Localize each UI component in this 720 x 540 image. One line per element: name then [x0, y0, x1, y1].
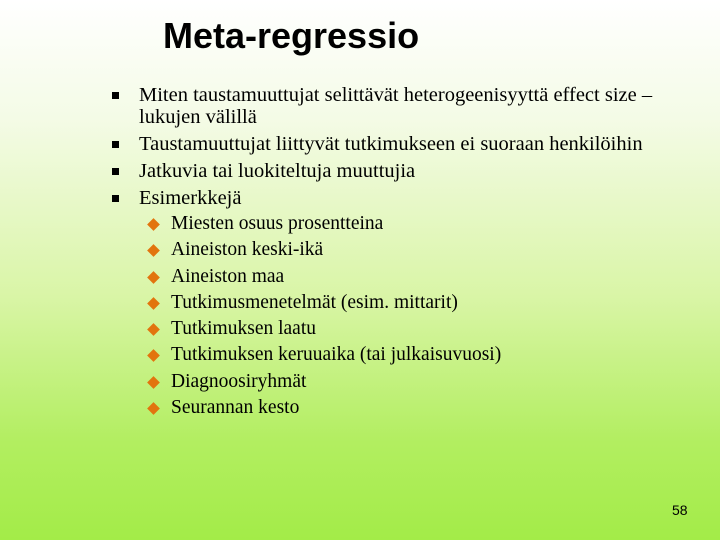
bullet-list [112, 84, 672, 426]
sub-bullet-item [145, 264, 672, 290]
sub-bullet-item [145, 342, 672, 368]
slide-title: Meta-regressio [163, 15, 420, 56]
sub-bullet-text: Aineiston maa [171, 265, 285, 287]
bullet-text: Miten taustamuuttujat selittävät heterogeenisyyttä effect size –lukujen välillä [139, 84, 653, 128]
sub-bullet-item [145, 316, 672, 342]
sub-bullet-text: Diagnoosiryhmät [171, 370, 307, 392]
sub-bullet-item [145, 211, 672, 237]
sub-bullet-text: Tutkimuksen keruuaika (tai julkaisuvuosi) [171, 344, 502, 366]
sub-bullet-item [145, 237, 672, 263]
diamond-bullet-icon [147, 297, 160, 310]
sub-bullet-item [145, 369, 672, 395]
sub-bullet-list [139, 211, 672, 421]
page-number: 58 [672, 502, 688, 518]
diamond-bullet-icon [147, 323, 160, 336]
sub-bullet-item [145, 395, 672, 421]
square-bullet-icon [112, 195, 119, 202]
bullet-item [112, 84, 672, 128]
sub-bullet-item [145, 290, 672, 316]
sub-bullet-text: Aineiston keski-ikä [171, 239, 324, 261]
diamond-bullet-icon [147, 244, 160, 257]
sub-bullet-text: Tutkimusmenetelmät (esim. mittarit) [171, 291, 458, 313]
sub-bullet-text: Tutkimuksen laatu [171, 318, 316, 340]
bullet-text: Jatkuvia tai luokiteltuja muuttujia [139, 160, 416, 182]
square-bullet-icon [112, 168, 119, 175]
diamond-bullet-icon [147, 376, 160, 389]
diamond-bullet-icon [147, 271, 160, 284]
bullet-item [112, 187, 672, 421]
bullet-item [112, 133, 672, 155]
diamond-bullet-icon [147, 218, 160, 231]
diamond-bullet-icon [147, 350, 160, 363]
bullet-text: Taustamuuttujat liittyvät tutkimukseen ei suoraan henkilöihin [139, 133, 643, 155]
bullet-text: Esimerkkejä [139, 187, 242, 209]
diamond-bullet-icon [147, 402, 160, 415]
sub-bullet-text: Miesten osuus prosentteina [171, 213, 384, 234]
sub-bullet-text: Seurannan kesto [171, 397, 300, 419]
square-bullet-icon [112, 92, 119, 99]
square-bullet-icon [112, 141, 119, 148]
bullet-item [112, 160, 672, 182]
